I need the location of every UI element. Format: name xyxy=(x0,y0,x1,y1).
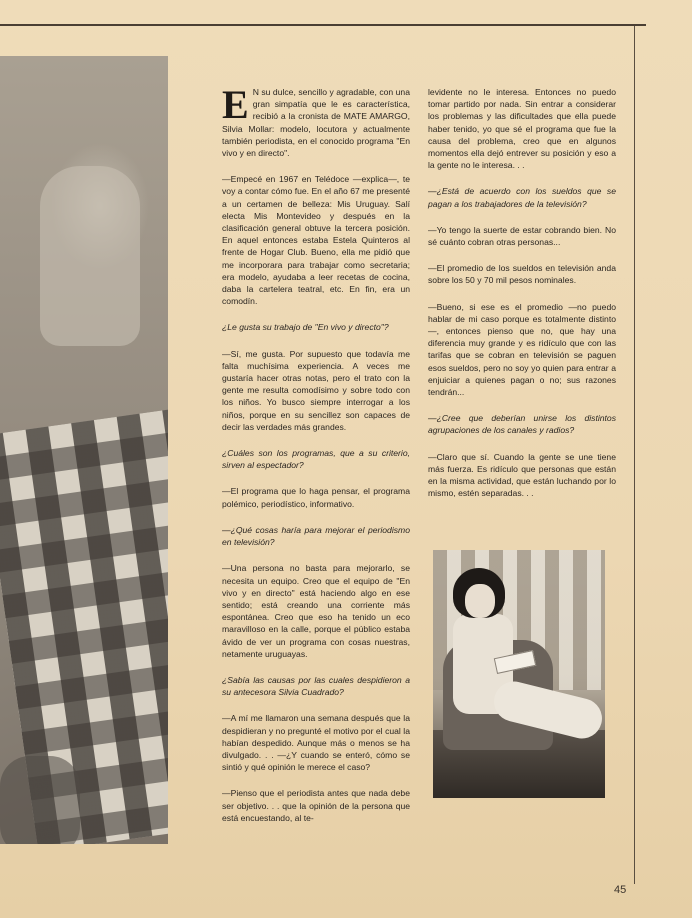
left-photo-figure xyxy=(40,166,140,346)
right-rule xyxy=(634,26,635,884)
interview-question: ¿Cuáles son los programas, que a su criterio, sirven al espectador? xyxy=(222,448,410,471)
article-paragraph: levidente no le interesa. Entonces no puedo tomar partido por nada. Sin entrar a considerar los problemas y las dificultades que ella puede haber tenido, yo que sé el programa que fue la causa del problema, creo que en algunos momentos ella dejó entrever su posición y eso a la gente no le interesa. . . xyxy=(428,87,616,171)
right-photo-person-face xyxy=(465,584,495,618)
article-paragraph: —El programa que lo haga pensar, el programa polémico, periodístico, informativo. xyxy=(222,486,410,509)
article-paragraph: —Pienso que el periodista antes que nada debe ser objetivo. . . que la opinión de la persona que está encuestando, al te- xyxy=(222,788,410,823)
interview-question: ¿Sabía las causas por las cuales despidieron a su antecesora Silvia Cuadrado? xyxy=(222,674,410,698)
article-paragraph: —Yo tengo la suerte de estar cobrando bien. No sé cuánto cobran otras personas... xyxy=(428,224,616,248)
left-photo xyxy=(0,56,168,844)
article-paragraph: E N su dulce, sencillo y agradable, con una gran simpatía que le es característica, recibió a la cronista de MATE AMARGO, Silvia Mollar: modelo, locutora y actualmente también periodista, en el conocido programa "En vivo y en directo". xyxy=(222,82,410,159)
interview-question: ¿Le gusta su trabajo de "En vivo y directo"? xyxy=(222,322,389,333)
article-column-1 xyxy=(222,82,410,838)
dropcap: E xyxy=(222,82,249,127)
article-paragraph: —Claro que sí. Cuando la gente se une tiene más fuerza. Es ridículo que personas que están en la misma actividad, que están luchando por lo mismo, estén separadas. . . xyxy=(428,451,616,499)
article-paragraph: —Empecé en 1967 en Telédoce —explica—, te voy a contar cómo fue. En el año 67 me presenté a un certamen de belleza: Mis Uruguay. Salí electa Mis Montevideo y después en la clasificación general obtuve la tercera posición. En aquel entonces estaba Estela Quinteros al frente de Hogar Club. Bueno, ella me pidió que me incorporara para trabajar como secretaria; era modelo, ayudaba a leer recetas de cocina, daba la cartelera teatral, etc. En fin, era un comodín. xyxy=(222,174,410,307)
page-number: 45 xyxy=(614,884,627,896)
right-photo xyxy=(433,550,605,798)
article-paragraph: —Una persona no basta para mejorarlo, se necesita un equipo. Creo que el equipo de "En vivo y en directo" está haciendo algo en ese sentido; está creando una corriente más espontánea. Creo que eso ha tenido un eco maravilloso en la calle, porque el público estaba ávido de ver un programa con cosas nuestras, netamente uruguayas. xyxy=(222,563,410,659)
interview-question: —¿Cree que deberían unirse los distintos agrupaciones de los canales y radios? xyxy=(428,413,616,436)
top-rule xyxy=(0,24,646,26)
article-paragraph: —Sí, me gusta. Por supuesto que todavía me falta muchísima experiencia. A veces me gustaría hacer otras notas, pero el trato con la gente me resulta comodísimo y sobre todo con los niños. Yo busco siempre interrogar a los niños, porque en su sencillez son capaces de decir las verdades más grandes. xyxy=(222,348,410,432)
article-column-2 xyxy=(428,86,616,513)
left-photo-arm xyxy=(0,756,80,844)
article-paragraph: —A mí me llamaron una semana después que la despidieran y no pregunté el motivo por el cual la habían despedido. Aunque más o menos se ha divulgado. . . —¿Y cuando se enteró, cómo se sintió y qué opinión le merece el caso? xyxy=(222,713,410,773)
interview-question: —¿Qué cosas haría para mejorar el periodismo en televisión? xyxy=(222,524,410,548)
interview-question: —¿Está de acuerdo con los sueldos que se pagan a los trabajadores de la televisión? xyxy=(428,186,616,209)
article-paragraph: —El promedio de los sueldos en televisión anda sobre los 50 y 70 mil pesos nominales. xyxy=(428,263,616,286)
article-paragraph: —Bueno, si ese es el promedio —no puedo hablar de mi caso porque es totalmente distinto—, entonces pienso que no, que hay una diferencia muy grande y es ridículo que con las tarifas que se cobran en televisión se paguen esos sueldos, pero no soy yo quien para entrar a enjuiciar a quienes pagan o no; sus razones tendrán... xyxy=(428,301,616,398)
